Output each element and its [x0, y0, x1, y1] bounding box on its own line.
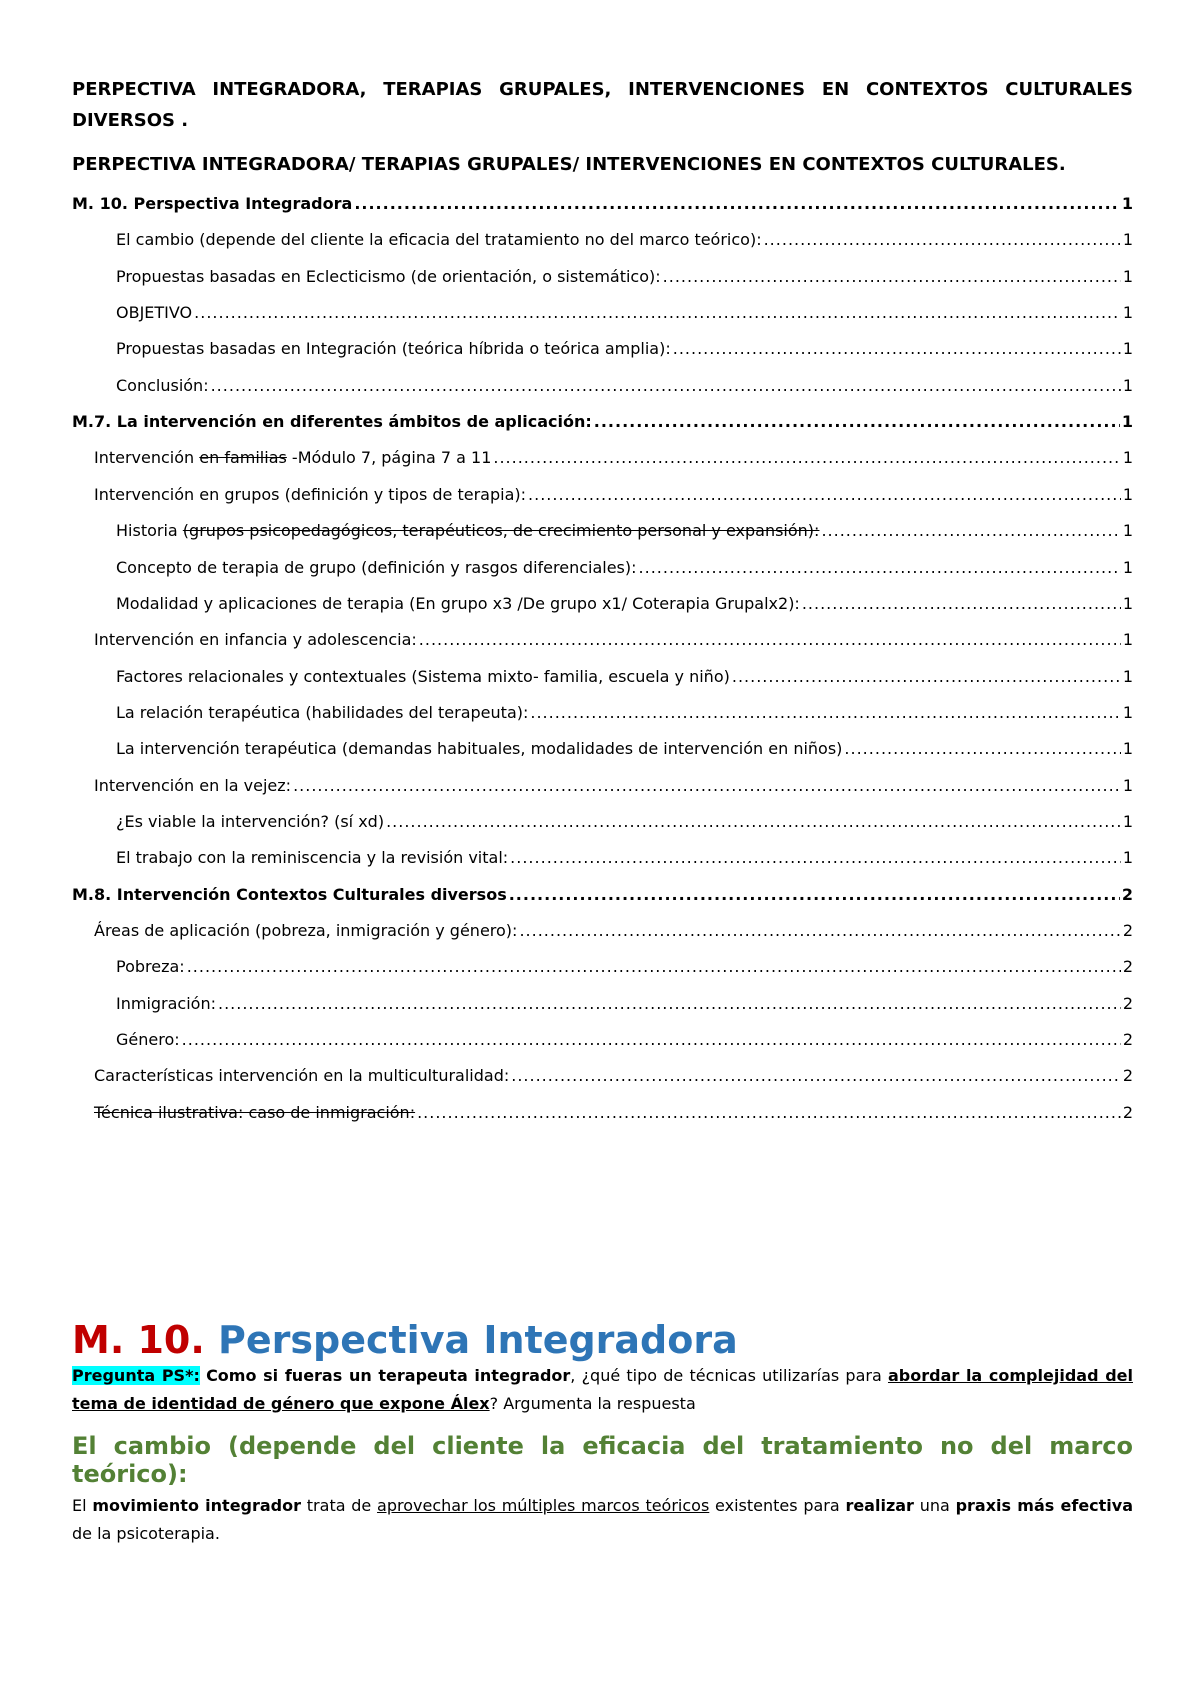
toc-page-number: 1 — [1122, 739, 1133, 759]
toc-leader-dots — [673, 339, 1121, 359]
toc-entry-text: Conclusión: — [116, 375, 209, 395]
toc-leader-dots — [354, 194, 1120, 214]
document-title: PERPECTIVA INTEGRADORA, TERAPIAS GRUPALES, INTERVENCIONES EN CONTEXTOS CULTURALES DIVERSOS . — [72, 79, 1133, 131]
pregunta-text: , ¿qué tipo de técnicas utilizarías para — [570, 1366, 888, 1385]
toc-entry-text: Modalidad y aplicaciones de terapia (En grupo x3 /De grupo x1/ Coterapia Grupalx2): — [116, 593, 800, 613]
toc-entry[interactable] — [72, 913, 1133, 941]
toc-page-number: 2 — [1122, 1102, 1133, 1122]
toc-leader-dots — [639, 558, 1121, 578]
toc-leader-dots — [821, 521, 1120, 541]
toc-entry-text: La relación terapéutica (habilidades del terapeuta): — [116, 702, 529, 722]
toc-entry-text: Intervención en grupos (definición y tipos de terapia): — [94, 484, 527, 504]
toc-entry[interactable] — [72, 186, 1133, 214]
toc-leader-dots — [293, 776, 1121, 796]
toc-leader-dots — [187, 957, 1121, 977]
toc-page-number: 1 — [1122, 448, 1133, 468]
toc-entry[interactable] — [72, 659, 1133, 687]
toc-leader-dots — [511, 1066, 1121, 1086]
toc-leader-dots — [211, 376, 1121, 396]
toc-leader-dots — [417, 1103, 1121, 1123]
toc-page-number: 2 — [1122, 993, 1133, 1013]
section-heading — [72, 1318, 738, 1362]
body-text: de la psicoterapia. — [72, 1524, 220, 1543]
toc-entry[interactable] — [72, 768, 1133, 796]
toc-page-number: 1 — [1121, 194, 1133, 213]
toc-page-number: 1 — [1122, 811, 1133, 831]
toc-entry[interactable] — [72, 804, 1133, 832]
toc-entry-text: El cambio (depende del cliente la eficacia del tratamiento no del marco teórico): — [116, 230, 762, 250]
toc-entry-text: Concepto de terapia de grupo (definición y rasgos diferenciales): — [116, 557, 637, 577]
toc-page-number: 2 — [1122, 1030, 1133, 1050]
toc-entry-text-part: -Módulo 7, página 7 a 11 — [286, 448, 492, 468]
toc-entry-text-part: Historia — [116, 521, 183, 541]
toc-entry[interactable] — [72, 222, 1133, 250]
toc-leader-dots — [844, 739, 1120, 759]
body-text-underlined: aprovechar los múltiples marcos teóricos — [377, 1496, 710, 1515]
toc-entry-text: M. 10. Perspectiva Integradora — [72, 194, 353, 213]
body-text-bold: movimiento integrador — [92, 1496, 302, 1515]
toc-leader-dots — [182, 1030, 1121, 1050]
toc-entry[interactable] — [72, 331, 1133, 359]
toc-entry[interactable] — [72, 622, 1133, 650]
toc-entry-text: Género: — [116, 1030, 180, 1050]
toc-leader-dots — [802, 594, 1121, 614]
toc-leader-dots — [764, 230, 1121, 250]
toc-entry[interactable] — [72, 586, 1133, 614]
toc-entry-text: Intervención en la vejez: — [94, 775, 292, 795]
toc-entry-text: El trabajo con la reminiscencia y la revisión vital: — [116, 848, 509, 868]
toc-entry-text: La intervención terapéutica (demandas habituales, modalidades de intervención en niños) — [116, 739, 843, 759]
toc-leader-dots — [530, 703, 1120, 723]
toc-entry[interactable] — [72, 259, 1133, 287]
toc-page-number: 1 — [1122, 375, 1133, 395]
document-page — [72, 0, 1133, 1698]
pregunta-label: Pregunta PS*: — [72, 1366, 200, 1385]
toc-entry-text-part: Intervención — [94, 448, 200, 468]
toc-entry-text: Intervención en infancia y adolescencia: — [94, 630, 417, 650]
toc-entry[interactable] — [72, 949, 1133, 977]
toc-entry[interactable] — [72, 1095, 1133, 1123]
toc-entry-text: M.7. La intervención en diferentes ámbitos de aplicación: — [72, 412, 592, 432]
toc-leader-dots — [663, 267, 1121, 287]
toc-page-number: 1 — [1122, 484, 1133, 504]
toc-page-number: 1 — [1122, 666, 1133, 686]
toc-entry[interactable] — [72, 877, 1133, 905]
body-text: El — [72, 1496, 93, 1515]
toc-entry[interactable] — [72, 1058, 1133, 1086]
toc-entry[interactable] — [72, 404, 1133, 432]
toc-entry-text: Propuestas basadas en Integración (teórica híbrida o teórica amplia): — [116, 339, 671, 359]
toc-leader-dots — [519, 921, 1120, 941]
toc-entry-text: ¿Es viable la intervención? (sí xd) — [116, 811, 385, 831]
pregunta-text-underlined: abordar la complejidad del tema de identidad de género que expone Álex — [72, 1366, 1133, 1413]
toc-leader-dots — [510, 848, 1121, 868]
toc-leader-dots — [732, 667, 1121, 687]
toc-entry[interactable] — [72, 695, 1133, 723]
body-paragraph — [72, 1492, 1133, 1548]
section-heading-name: Perspectiva Integradora — [218, 1318, 738, 1362]
toc-page-number: 1 — [1122, 230, 1133, 250]
toc-page-number: 2 — [1121, 884, 1133, 904]
toc-entry-text: Áreas de aplicación (pobreza, inmigración y género): — [94, 921, 518, 940]
section-heading-number: M. 10. — [72, 1318, 205, 1362]
toc-entry-text-struck: en familias — [199, 448, 287, 468]
body-text: existentes para — [709, 1496, 846, 1515]
pregunta-text: ? Argumenta la respuesta — [489, 1394, 696, 1413]
toc-page-number: 2 — [1122, 957, 1133, 977]
body-text-bold: praxis más efectiva — [955, 1496, 1134, 1515]
subsection-heading: El cambio (depende del cliente la eficacia del tratamiento no del marco teórico): — [72, 1432, 1133, 1488]
toc-page-number: 1 — [1122, 266, 1133, 286]
toc-page-number: 1 — [1122, 848, 1133, 868]
toc-entry-text: Pobreza: — [116, 957, 185, 977]
toc-entry-text — [116, 521, 819, 541]
toc-page-number: 1 — [1122, 593, 1133, 613]
toc-leader-dots — [419, 630, 1121, 650]
toc-leader-dots — [493, 448, 1120, 468]
toc-entry-text: Características intervención en la multiculturalidad: — [94, 1066, 510, 1086]
toc-entry[interactable] — [72, 477, 1133, 505]
toc-leader-dots — [386, 812, 1121, 832]
toc-entry[interactable] — [72, 731, 1133, 759]
pregunta-paragraph — [72, 1362, 1133, 1418]
toc-entry-text — [94, 448, 491, 468]
body-text: trata de — [301, 1496, 378, 1515]
document-subtitle: PERPECTIVA INTEGRADORA/ TERAPIAS GRUPALES/ INTERVENCIONES EN CONTEXTOS CULTURALES. — [72, 154, 1066, 175]
toc-entry-text — [94, 1103, 415, 1123]
toc-entry-text: OBJETIVO — [116, 303, 193, 323]
toc-page-number: 1 — [1122, 521, 1133, 541]
toc-entry[interactable] — [72, 986, 1133, 1014]
toc-page-number: 1 — [1122, 339, 1133, 359]
toc-leader-dots — [528, 485, 1121, 505]
toc-leader-dots — [509, 885, 1120, 905]
toc-leader-dots — [194, 303, 1121, 323]
toc-page-number: 1 — [1122, 630, 1133, 650]
toc-page-number: 1 — [1122, 303, 1133, 323]
toc-entry-text: M.8. Intervención Contextos Culturales diversos — [72, 884, 507, 904]
toc-entry-text: Propuestas basadas en Eclecticismo (de orientación, o sistemático): — [116, 266, 661, 286]
toc-entry[interactable] — [72, 295, 1133, 323]
toc-entry[interactable] — [72, 550, 1133, 578]
toc-entry-text: Factores relacionales y contextuales (Sistema mixto- familia, escuela y niño) — [116, 666, 730, 686]
body-text-bold: realizar — [845, 1496, 914, 1515]
body-text: una — [913, 1496, 956, 1515]
toc-page-number: 2 — [1122, 1066, 1133, 1086]
toc-page-number: 1 — [1122, 702, 1133, 722]
toc-entry[interactable] — [72, 513, 1133, 541]
toc-entry[interactable] — [72, 840, 1133, 868]
toc-page-number: 2 — [1122, 921, 1133, 940]
toc-entry-text-struck: Técnica ilustrativa: caso de inmigración: — [94, 1102, 416, 1122]
toc-page-number: 1 — [1121, 412, 1133, 432]
toc-page-number: 1 — [1122, 775, 1133, 795]
toc-entry-text: Inmigración: — [116, 993, 216, 1013]
toc-page-number: 1 — [1122, 557, 1133, 577]
toc-leader-dots — [594, 412, 1120, 432]
toc-leader-dots — [218, 994, 1121, 1014]
toc-entry[interactable] — [72, 368, 1133, 396]
pregunta-text-bold: Como si fueras un terapeuta integrador — [206, 1366, 571, 1385]
toc-entry[interactable] — [72, 1022, 1133, 1050]
toc-entry[interactable] — [72, 440, 1133, 468]
toc-entry-text-struck: (grupos psicopedagógicos, terapéuticos, de crecimiento personal y expansión): — [182, 521, 820, 541]
